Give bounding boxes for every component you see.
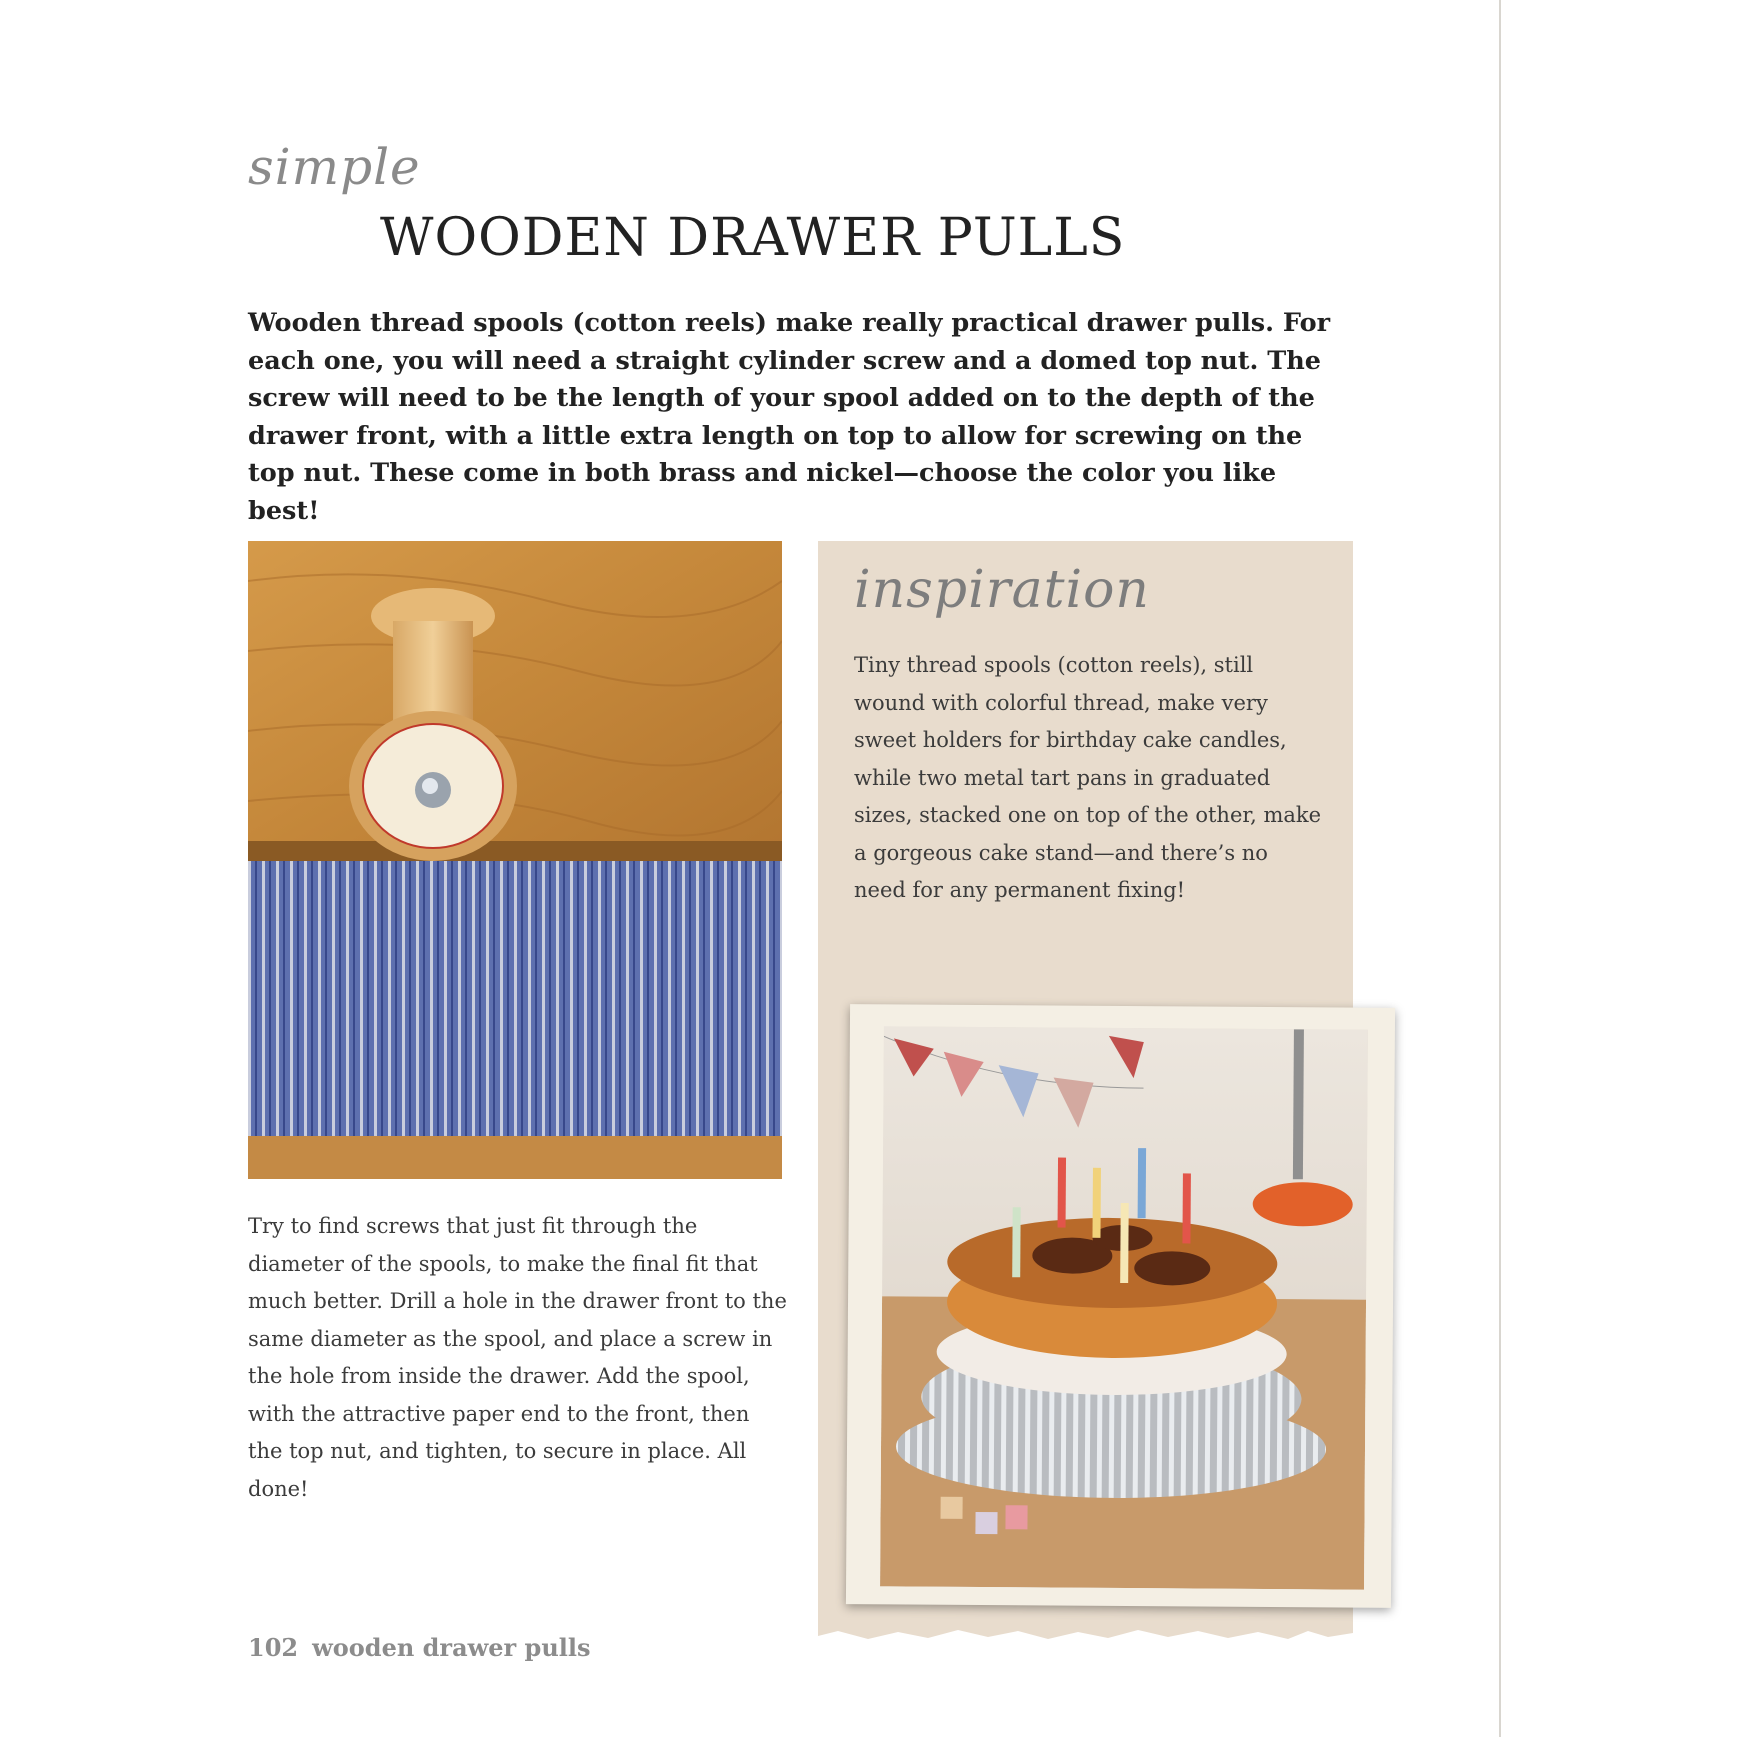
- cake-photo: [880, 1026, 1368, 1589]
- torn-paper-edge: [818, 1625, 1353, 1643]
- page-title: WOODEN DRAWER PULLS: [380, 208, 1126, 268]
- inspiration-title: inspiration: [854, 560, 1150, 620]
- page-edge-divider: [1499, 0, 1501, 1737]
- title-script-word: simple: [248, 138, 421, 196]
- inspiration-text: Tiny thread spools (cotton reels), still wound with colorful thread, make very sweet holders for birthday cake candles, while two metal tart pans in graduated sizes, stacked one on top of the other, make a gorgeous cake stand—and there’s no need for any permanent fixing!: [854, 653, 1322, 902]
- cake-photo-frame: [846, 1004, 1395, 1608]
- page-number: 102: [248, 1633, 299, 1662]
- instructions-paragraph: Try to find screws that just fit through the diameter of the spools, to make the final fit that much better. Drill a hole in the drawer front to the same diameter as the spool, and place a screw in the hole from inside the drawer. Add the spool, with the attractive paper end to the front, then the top nut, and tighten, to secure in place. All done!: [248, 1214, 787, 1501]
- drawer-pull-photo: [248, 541, 782, 1179]
- page-footer: [248, 1633, 591, 1662]
- footer-section-title: wooden drawer pulls: [312, 1633, 591, 1662]
- intro-paragraph: Wooden thread spools (cotton reels) make really practical drawer pulls. For each one, you will need a straight cylinder screw and a domed top nut. The screw will need to be the length of your spool added on to the depth of the drawer front, with a little extra length on top to allow for screwing on the top nut. These come in both brass and nickel—choose the color you like best!: [248, 308, 1331, 526]
